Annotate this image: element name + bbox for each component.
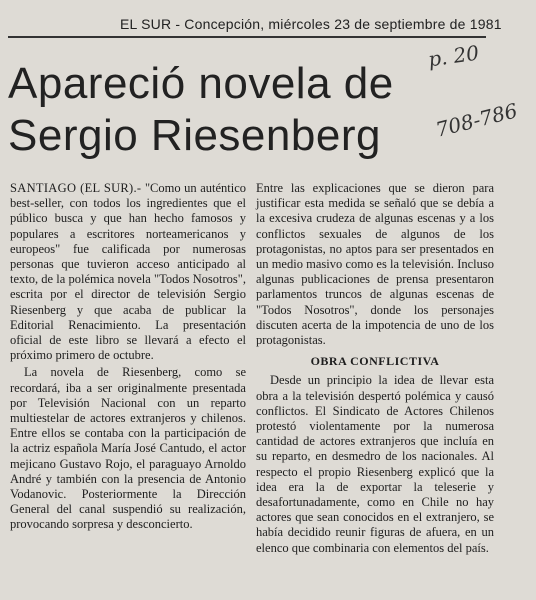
article-paragraph-1 [10, 181, 246, 363]
headline-line-2: Sergio Riesenberg [8, 111, 381, 160]
header-rule [8, 36, 486, 38]
paragraph-1-text: "Como un auténtico best-seller, con todos los ingredientes que el público busca y que han hecho famosos y populares a escritores norteamericanos y europeos" fue calificada por numerosas personas que tuvieron acceso anticipado al texto, de la polémica novela "Todos Nosotros", escrita por el director de televisión Sergio Riesenberg y que acaba de publicar la Editorial Renacimiento. La presentación oficial de este libro se llevará a efecto el próximo primero de octubre. [10, 181, 247, 363]
article-column-right [256, 181, 494, 556]
handwritten-catalog-number: 708-786 [433, 98, 520, 142]
article-dateline-lead: SANTIAGO (EL SUR).- [10, 181, 142, 195]
newspaper-dateline: EL SUR - Concepción, miércoles 23 de septiembre de 1981 [120, 16, 502, 32]
handwritten-page-reference: p. 20 [426, 40, 481, 72]
headline-line-1: Apareció novela de [8, 59, 394, 108]
article-subheading: OBRA CONFLICTIVA [310, 354, 440, 369]
article-column-left [10, 181, 246, 533]
article-paragraph-4: Desde un principio la idea de llevar esta obra a la televisión despertó polémica y causó conflictos. El Sindicato de Actores Chilenos protestó violentamente por la numerosa cantidad de actores extranjeros que incluía en su reparto, en desmedro de los nacionales. Al respecto el propio Riesenberg explicó que la idea era la de exportar la teleserie y desafortunadamente, como en Chile no hay actores que sean conocidos en el extranjero, se había decidido reunir figuras de afuera, en un elenco que combinaria con elementos del país. [256, 373, 494, 555]
article-headline [8, 58, 478, 162]
article-paragraph-2: La novela de Riesenberg, como se recordará, iba a ser originalmente presentada por Televisión Nacional con un reparto multiestelar de actores extranjeros y chilenos. Entre ellos se contaba con la participación de la actriz española María José Cantudo, el actor mejicano Gustavo Rojo, el paraguayo Arnoldo André y también con la presencia de Antonio Vodanovic. Posteriormente la Dirección General del canal suspendió su realización, provocando sorpresa y desconcierto. [10, 365, 246, 532]
article-paragraph-3: Entre las explicaciones que se dieron para justificar esta medida se señaló que se debía a la excesiva crudeza de algunas escenas y a los conflictos sexuales de algunos de los protagonistas, no aptos para ser presentados en un medio masivo como es la televisión. Incluso algunas publicaciones de prensa presentaron parlamentos truncos de algunas escenas de "Todos Nosotros", donde los personajes discuten acerta de la impotencia de uno de los protagonistas. [256, 181, 494, 348]
